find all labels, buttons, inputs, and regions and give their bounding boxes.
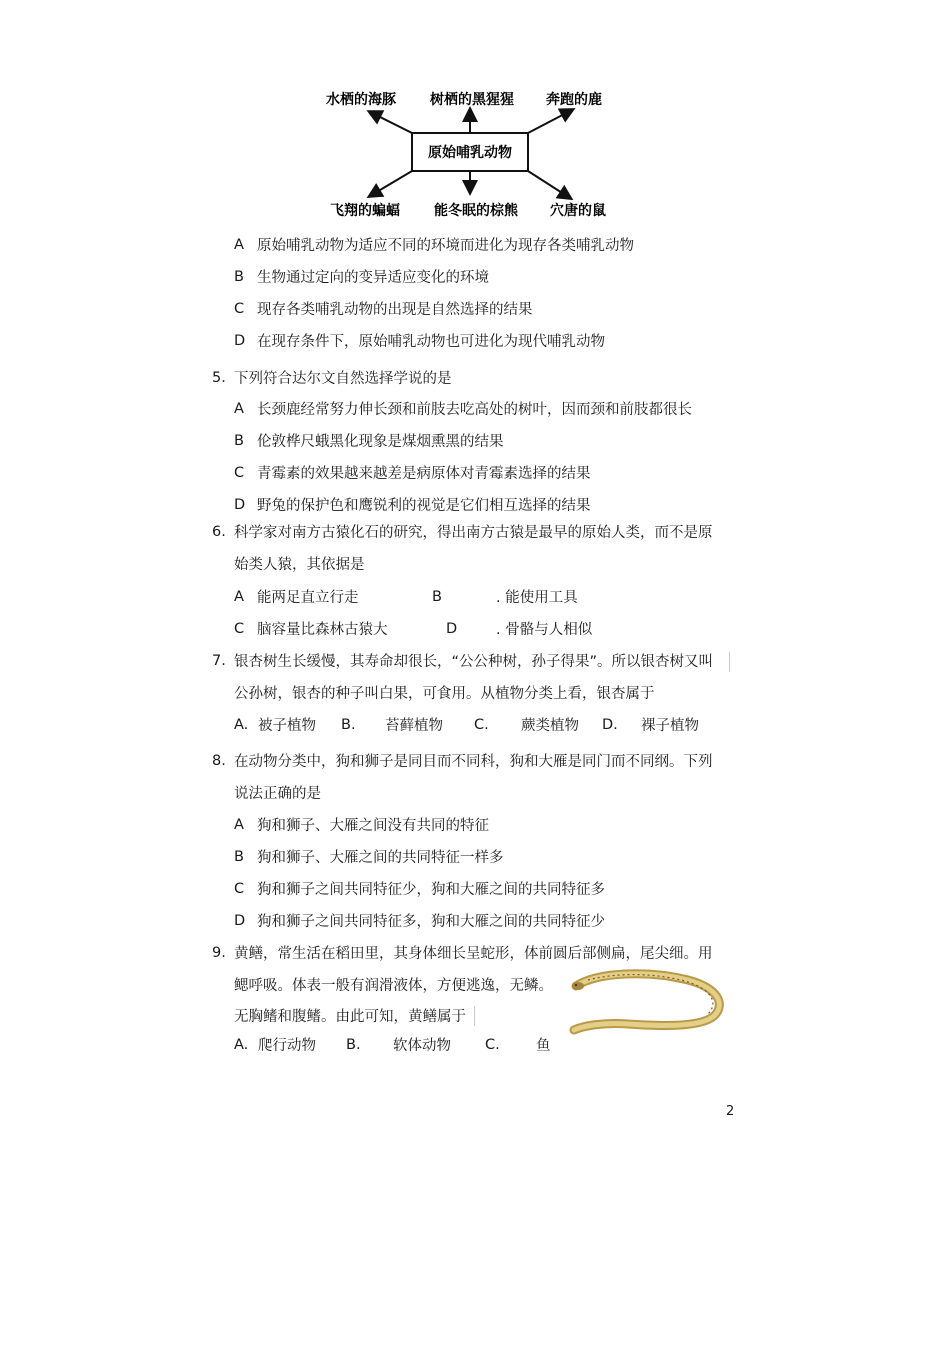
q6-option-b-letter: B <box>432 589 442 605</box>
q9-box-edge <box>474 1006 475 1026</box>
label-top-center: 树栖的黑猩猩 <box>430 92 514 108</box>
q7-option-d-letter: D. <box>602 717 618 733</box>
q7-option-a-letter: A. <box>234 717 249 733</box>
q8-option-d-letter: D <box>234 913 246 929</box>
q6-stem-line2: 始类人猿，其依据是 <box>234 557 365 573</box>
q6-option-d-letter: D <box>446 621 458 637</box>
q4-option-b-letter: B <box>234 269 244 285</box>
q7-option-b-letter: B. <box>341 717 356 733</box>
q7-option-c: 蕨类植物 <box>521 718 579 734</box>
arrow-bottom-right <box>528 171 570 198</box>
arrow-bottom-left <box>370 171 412 196</box>
q8-stem-line2: 说法正确的是 <box>234 786 321 802</box>
q6-option-b: . 能使用工具 <box>496 590 578 606</box>
q9-stem-line3: 无胸鳍和腹鳍。由此可知，黄鳝属于 <box>234 1009 466 1025</box>
q7-option-a: 被子植物 <box>258 718 316 734</box>
q6-option-a-letter: A <box>234 589 244 605</box>
q8-option-b-letter: B <box>234 849 244 865</box>
label-top-right: 奔跑的鹿 <box>546 92 602 108</box>
q8-option-d: 狗和狮子之间共同特征多，狗和大雁之间的共同特征少 <box>257 914 605 930</box>
q7-option-d: 裸子植物 <box>641 718 699 734</box>
q8-stem-line1: 在动物分类中，狗和狮子是同目而不同科，狗和大雁是同门而不同纲。下列 <box>234 754 713 770</box>
q5-option-c-letter: C <box>234 465 245 481</box>
q7-box-edge <box>729 652 730 672</box>
q9-number: 9. <box>212 945 226 961</box>
page-number: 2 <box>726 1104 735 1119</box>
q9-option-a: 爬行动物 <box>258 1038 316 1054</box>
q9-option-c: 鱼 <box>536 1038 551 1054</box>
arrow-top-right <box>528 110 572 133</box>
q6-stem-line1: 科学家对南方古猿化石的研究，得出南方古猿是最早的原始人类，而不是原 <box>234 525 713 541</box>
q4-option-d: 在现存条件下，原始哺乳动物也可进化为现代哺乳动物 <box>257 334 605 350</box>
q4-option-a-letter: A <box>234 237 244 253</box>
label-top-left: 水栖的海豚 <box>326 92 396 108</box>
q7-stem-line2: 公孙树，银杏的种子叫白果，可食用。从植物分类上看，银杏属于 <box>234 686 655 702</box>
q5-option-b-letter: B <box>234 433 244 449</box>
q4-option-b: 生物通过定向的变异适应变化的环境 <box>257 270 489 286</box>
q9-stem-line2: 鳃呼吸。体表一般有润滑液体，方便逃逸，无鳞。 <box>234 978 553 994</box>
q5-stem: 下列符合达尔文自然选择学说的是 <box>234 371 452 387</box>
q6-option-c: 脑容量比森林古猿大 <box>257 622 388 638</box>
q5-option-d-letter: D <box>234 497 246 513</box>
q8-option-a-letter: A <box>234 817 244 833</box>
q9-option-a-letter: A. <box>234 1037 249 1053</box>
q9-option-c-letter: C. <box>485 1037 500 1053</box>
q4-option-a: 原始哺乳动物为适应不同的环境而进化为现存各类哺乳动物 <box>257 238 634 254</box>
label-bottom-right: 穴唐的鼠 <box>550 203 606 219</box>
q9-option-b: 软体动物 <box>393 1038 451 1054</box>
q6-number: 6. <box>212 524 226 540</box>
q5-option-a: 长颈鹿经常努力伸长颈和前肢去吃高处的树叶，因而颈和前肢都很长 <box>257 402 692 418</box>
q4-option-c: 现存各类哺乳动物的出现是自然选择的结果 <box>257 302 533 318</box>
evolution-diagram <box>320 86 630 221</box>
q5-number: 5. <box>212 370 226 386</box>
q8-option-a: 狗和狮子、大雁之间没有共同的特征 <box>257 818 489 834</box>
q4-option-d-letter: D <box>234 333 246 349</box>
q5-option-d: 野兔的保护色和鹰锐利的视觉是它们相互选择的结果 <box>257 498 591 514</box>
q8-number: 8. <box>212 753 226 769</box>
eel-image <box>568 968 728 1038</box>
q7-option-b: 苔藓植物 <box>385 718 443 734</box>
q4-option-c-letter: C <box>234 301 245 317</box>
q8-option-c-letter: C <box>234 881 245 897</box>
q7-stem-line1: 银杏树生长缓慢，其寿命却很长，“公公种树，孙子得果”。所以银杏树又叫 <box>234 654 714 670</box>
center-label: 原始哺乳动物 <box>428 145 512 161</box>
q6-option-a: 能两足直立行走 <box>257 590 359 606</box>
q6-option-d: . 骨骼与人相似 <box>496 622 593 638</box>
q7-number: 7. <box>212 653 226 669</box>
q5-option-b: 伦敦桦尺蛾黑化现象是煤烟熏黑的结果 <box>257 434 504 450</box>
q9-option-b-letter: B. <box>346 1037 361 1053</box>
q5-option-a-letter: A <box>234 401 244 417</box>
q7-option-c-letter: C. <box>474 717 489 733</box>
q8-option-b: 狗和狮子、大雁之间的共同特征一样多 <box>257 850 504 866</box>
q9-stem-line1: 黄鳝，常生活在稻田里，其身体细长呈蛇形，体前圆后部侧扁，尾尖细。用 <box>234 946 713 962</box>
q6-option-c-letter: C <box>234 621 245 637</box>
q5-option-c: 青霉素的效果越来越差是病原体对青霉素选择的结果 <box>257 466 591 482</box>
arrow-top-left <box>370 112 412 133</box>
label-bottom-center: 能冬眠的棕熊 <box>434 203 518 219</box>
q8-option-c: 狗和狮子之间共同特征少，狗和大雁之间的共同特征多 <box>257 882 605 898</box>
label-bottom-left: 飞翔的蝙蝠 <box>330 203 400 219</box>
